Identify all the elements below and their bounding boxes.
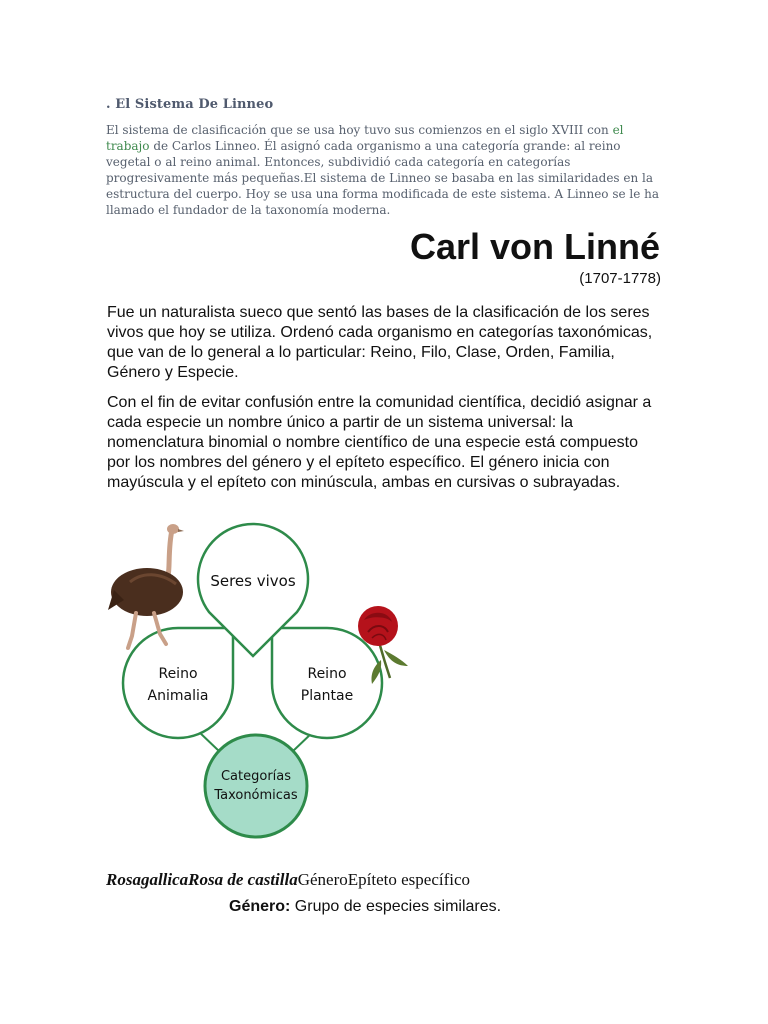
lifespan-years: (1707-1778)	[579, 270, 661, 287]
definition-term: Género:	[229, 898, 291, 915]
bio-paragraph-2: Con el fin de evitar confusión entre la comunidad científica, decidió asignar a cada especie un nombre único a partir de un sistema universal: la nomenclatura binomial o nombre científico de una especie está compuesto por los nombres del género y el epíteto específico. El género inicia con mayúscula y el epíteto con minúscula, ambas en cursivas o subrayadas.	[107, 394, 652, 491]
intro-text-end: de Carlos Linneo. Él asignó cada organismo a una categoría grande: al reino vegetal o al reino animal. Entonces, subdividió cada categoría en categorías progresivamente más pequeñas.El sistema de Linneo se basaba en las similaridades en la estructura del cuerpo. Hoy se usa una forma modificada de este sistema. A Linneo se le ha llamado el fundador de la taxonomía moderna.	[106, 139, 660, 217]
reino-animalia-line1: Reino	[158, 666, 198, 682]
seres-vivos-label: Seres vivos	[210, 572, 296, 590]
intro-paragraph	[106, 122, 666, 218]
example-scientific-name: RosagallicaRosa de castilla	[106, 870, 298, 889]
node-reino-plantae	[272, 628, 382, 738]
reino-plantae-line1: Reino	[307, 666, 347, 682]
node-categorias-taxonomicas	[205, 735, 307, 837]
intro-text-start: El sistema de clasificación que se usa hoy tuvo sus comienzos en el siglo XVIII con	[106, 123, 613, 137]
page-title: Carl von Linné	[409, 226, 660, 267]
example-labels: GéneroEpíteto específico	[297, 870, 471, 889]
bio-paragraph-1: Fue un naturalista sueco que sentó las bases de la clasificación de los seres vivos que hoy se utiliza. Ordenó cada organismo en categorías taxonómicas, que van de lo general a lo particular: Reino, Filo, Clase, Orden, Familia, Género y Especie.	[107, 304, 653, 381]
classification-diagram	[100, 518, 420, 853]
reino-animalia-line2: Animalia	[147, 688, 209, 704]
definition-text: Grupo de especies similares.	[290, 898, 502, 915]
categorias-line2: Taxonómicas	[214, 788, 298, 803]
genero-definition	[229, 898, 501, 916]
node-reino-animalia	[123, 628, 233, 738]
reino-plantae-line2: Plantae	[300, 688, 354, 704]
categorias-line1: Categorías	[220, 769, 292, 784]
binomial-example	[106, 870, 470, 890]
section-heading: . El Sistema De Linneo	[106, 97, 274, 112]
trabajo-link[interactable]: el trabajo	[106, 123, 624, 153]
